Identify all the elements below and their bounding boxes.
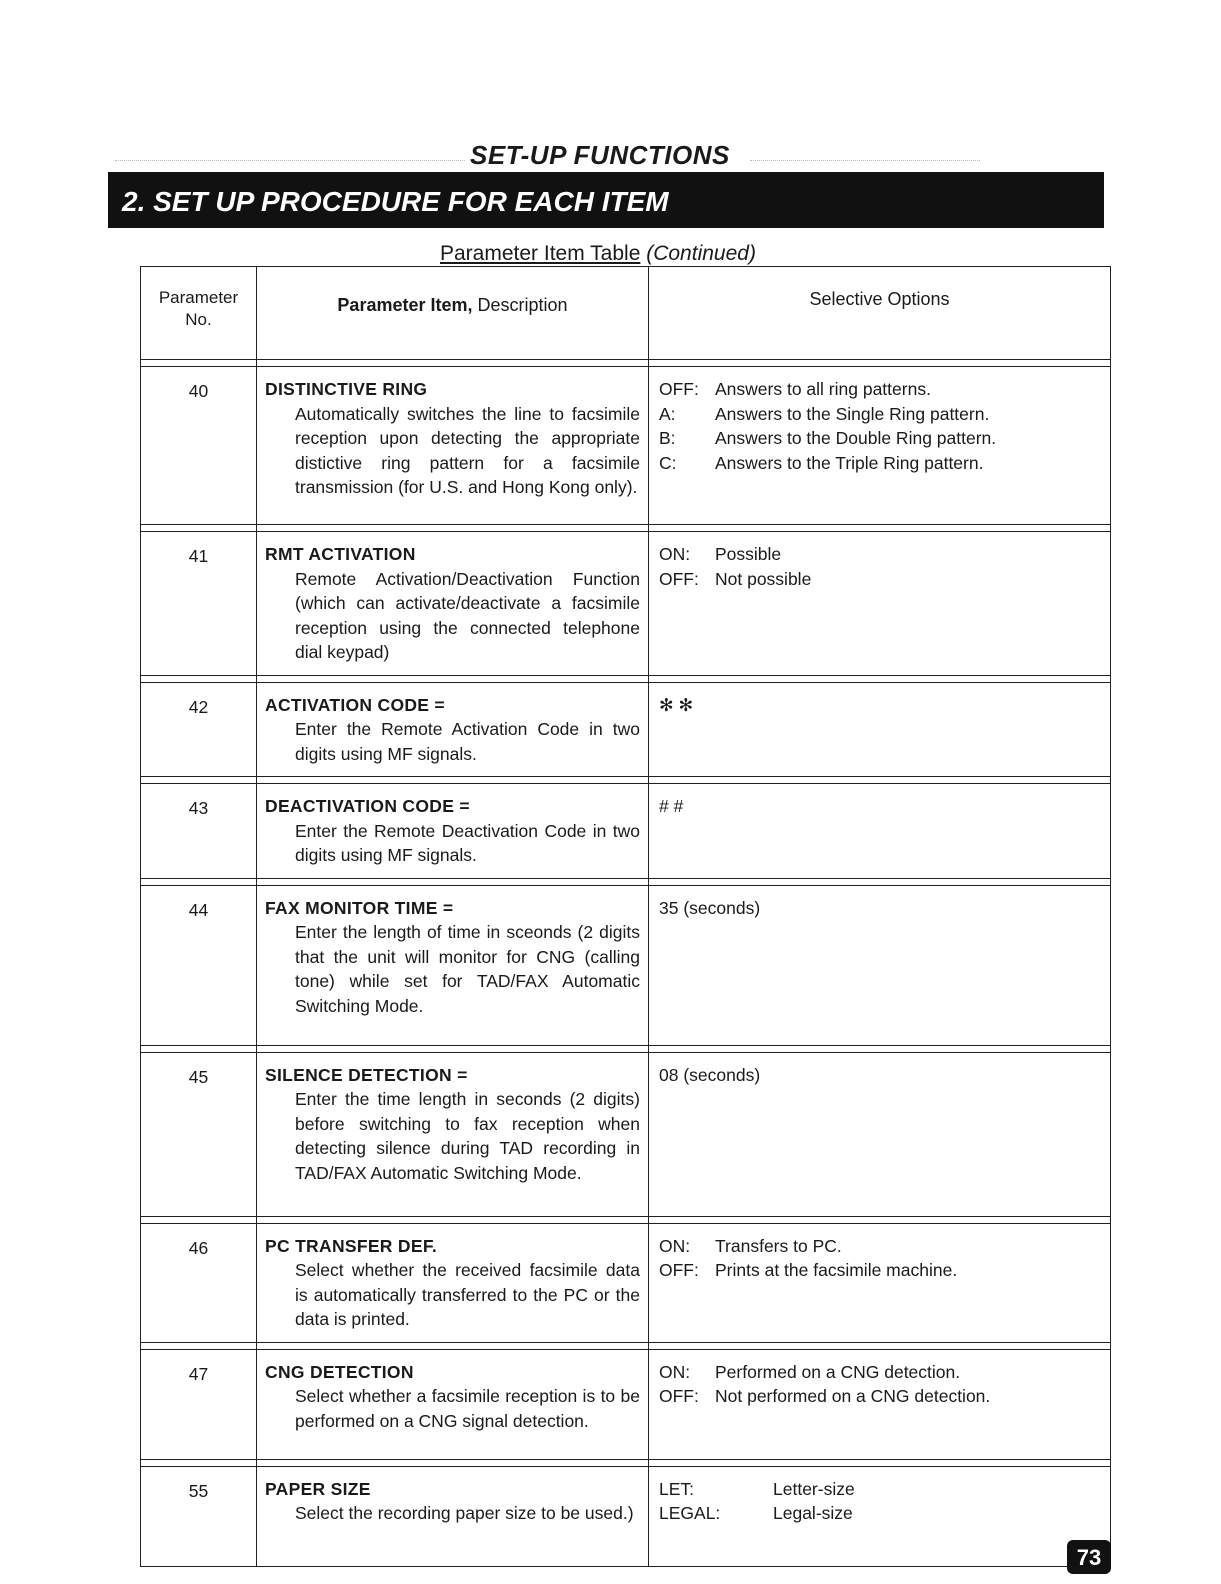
param-number: 40: [141, 367, 257, 525]
param-description: Select whether a facsimile reception is to be performed on a CNG signal detection.: [295, 1386, 640, 1431]
param-options: [649, 1223, 1111, 1342]
option-text: Answers to the Triple Ring pattern.: [715, 452, 984, 473]
param-item: [257, 682, 649, 777]
param-number: 43: [141, 784, 257, 879]
table-header-row: [141, 267, 1111, 360]
param-name: PC TRANSFER DEF.: [265, 1235, 438, 1256]
param-number: 47: [141, 1349, 257, 1459]
parameter-table: [140, 266, 1111, 1567]
column-header-options: Selective Options: [649, 267, 1111, 360]
option-key: C:: [659, 452, 677, 473]
option-line: [659, 1384, 1100, 1409]
param-number: 41: [141, 532, 257, 676]
param-item: [257, 784, 649, 879]
page-heading: SET-UP FUNCTIONS: [470, 140, 730, 170]
option-key: OFF:: [659, 568, 699, 589]
option-line: [659, 567, 1100, 592]
option-line: [659, 1360, 1100, 1385]
option-line: [659, 1258, 1100, 1283]
param-number: 42: [141, 682, 257, 777]
param-number: 46: [141, 1223, 257, 1342]
param-item: [257, 1223, 649, 1342]
option-key: A:: [659, 403, 676, 424]
param-description: Automatically switches the line to facsimile reception upon detecting the appropriate distictive ring pattern for a facsimile transmission (for U.S. and Hong Kong only).: [295, 403, 640, 497]
option-key: LEGAL:: [659, 1503, 721, 1523]
param-item: [257, 532, 649, 676]
column-header-item-bold: Parameter Item,: [337, 295, 473, 315]
param-options: [649, 1466, 1111, 1566]
column-header-no: [141, 267, 257, 360]
option-text: Possible: [715, 544, 782, 564]
option-text: Letter-size: [773, 1478, 855, 1499]
option-text: Performed on a CNG detection.: [715, 1361, 961, 1382]
option-line: [659, 402, 1100, 427]
param-description: Enter the time length in seconds (2 digits) before switching to fax reception when detecting silence during TAD recording in TAD/FAX Automatic Switching Mode.: [295, 1089, 640, 1183]
row-gap: [141, 1342, 1111, 1349]
option-line: [659, 377, 1100, 402]
section-title-bar: 2. SET UP PROCEDURE FOR EACH ITEM: [108, 172, 1104, 228]
param-description: Enter the length of time in sceonds (2 digits that the unit will monitor for CNG (calling tone) while set for TAD/FAX Automatic Switching Mode.: [295, 922, 640, 1016]
param-name: SILENCE DETECTION =: [265, 1064, 468, 1085]
option-text: Not performed on a CNG detection.: [715, 1386, 991, 1406]
param-value: 08 (seconds): [649, 1052, 1111, 1216]
row-gap: [141, 878, 1111, 885]
param-name: DEACTIVATION CODE =: [265, 796, 470, 816]
option-line: [659, 1501, 1100, 1526]
param-number: 45: [141, 1052, 257, 1216]
param-name: PAPER SIZE: [265, 1478, 371, 1499]
param-value: ✻ ✻: [649, 682, 1111, 777]
option-key: OFF:: [659, 1260, 699, 1280]
param-item: [257, 1349, 649, 1459]
table-caption: [440, 242, 756, 266]
param-value: # #: [649, 784, 1111, 879]
option-line: [659, 1477, 1100, 1502]
row-gap: [141, 1045, 1111, 1052]
param-description: Enter the Remote Activation Code in two digits using MF signals.: [295, 719, 640, 764]
option-text: Answers to the Single Ring pattern.: [715, 403, 990, 424]
option-text: Transfers to PC.: [715, 1235, 842, 1256]
param-item: [257, 1052, 649, 1216]
table-row: [141, 784, 1111, 879]
param-item: [257, 885, 649, 1045]
param-name: FAX MONITOR TIME =: [265, 897, 454, 918]
row-gap: [141, 360, 1111, 367]
option-text: Prints at the facsimile machine.: [715, 1260, 958, 1280]
param-description: Select whether the received facsimile data is automatically transferred to the PC or the data is printed.: [295, 1260, 640, 1329]
param-options: [649, 532, 1111, 676]
param-number: 55: [141, 1466, 257, 1566]
table-row: [141, 682, 1111, 777]
table-row: [141, 532, 1111, 676]
row-gap: [141, 525, 1111, 532]
option-key: ON:: [659, 544, 691, 564]
table-row: [141, 1223, 1111, 1342]
page-number: 73: [1067, 1540, 1111, 1574]
row-gap: [141, 675, 1111, 682]
param-description: Enter the Remote Deactivation Code in two digits using MF signals.: [295, 820, 640, 865]
option-text: Answers to all ring patterns.: [715, 379, 931, 399]
heading-rule-right: [750, 160, 980, 161]
table-row: [141, 1052, 1111, 1216]
option-text: Not possible: [715, 568, 812, 589]
heading-rule-left: [115, 160, 465, 161]
option-key: B:: [659, 428, 676, 448]
param-description: Remote Activation/Deactivation Function (which can activate/deactivate a facsimile reception using the connected telephone dial keypad): [295, 568, 640, 662]
option-key: ON:: [659, 1235, 691, 1256]
table-row: [141, 367, 1111, 525]
param-number: 44: [141, 885, 257, 1045]
option-text: Answers to the Double Ring pattern.: [715, 428, 997, 448]
option-key: OFF:: [659, 1386, 699, 1406]
param-name: CNG DETECTION: [265, 1361, 414, 1382]
param-name: DISTINCTIVE RING: [265, 379, 428, 399]
option-line: [659, 426, 1100, 451]
param-item: [257, 367, 649, 525]
table-caption-suffix: (Continued): [646, 242, 756, 265]
option-key: ON:: [659, 1361, 691, 1382]
table-row: [141, 1466, 1111, 1566]
option-key: OFF:: [659, 379, 699, 399]
param-item: [257, 1466, 649, 1566]
column-header-item-rest: Description: [477, 295, 568, 315]
row-gap: [141, 1216, 1111, 1223]
table-caption-title: Parameter Item Table: [440, 242, 641, 265]
option-text: Legal-size: [773, 1503, 853, 1523]
param-description: Select the recording paper size to be used.): [295, 1503, 634, 1523]
param-options: [649, 367, 1111, 525]
table-row: [141, 885, 1111, 1045]
param-options: [649, 1349, 1111, 1459]
column-header-no-line2: No.: [185, 310, 212, 329]
option-key: LET:: [659, 1478, 695, 1499]
option-line: [659, 542, 1100, 567]
param-name: ACTIVATION CODE =: [265, 694, 445, 715]
param-value: 35 (seconds): [649, 885, 1111, 1045]
column-header-item: [257, 267, 649, 360]
option-line: [659, 451, 1100, 476]
param-name: RMT ACTIVATION: [265, 544, 416, 564]
table-row: [141, 1349, 1111, 1459]
column-header-no-line1: Parameter: [158, 288, 239, 307]
row-gap: [141, 1459, 1111, 1466]
row-gap: [141, 777, 1111, 784]
option-line: [659, 1234, 1100, 1259]
